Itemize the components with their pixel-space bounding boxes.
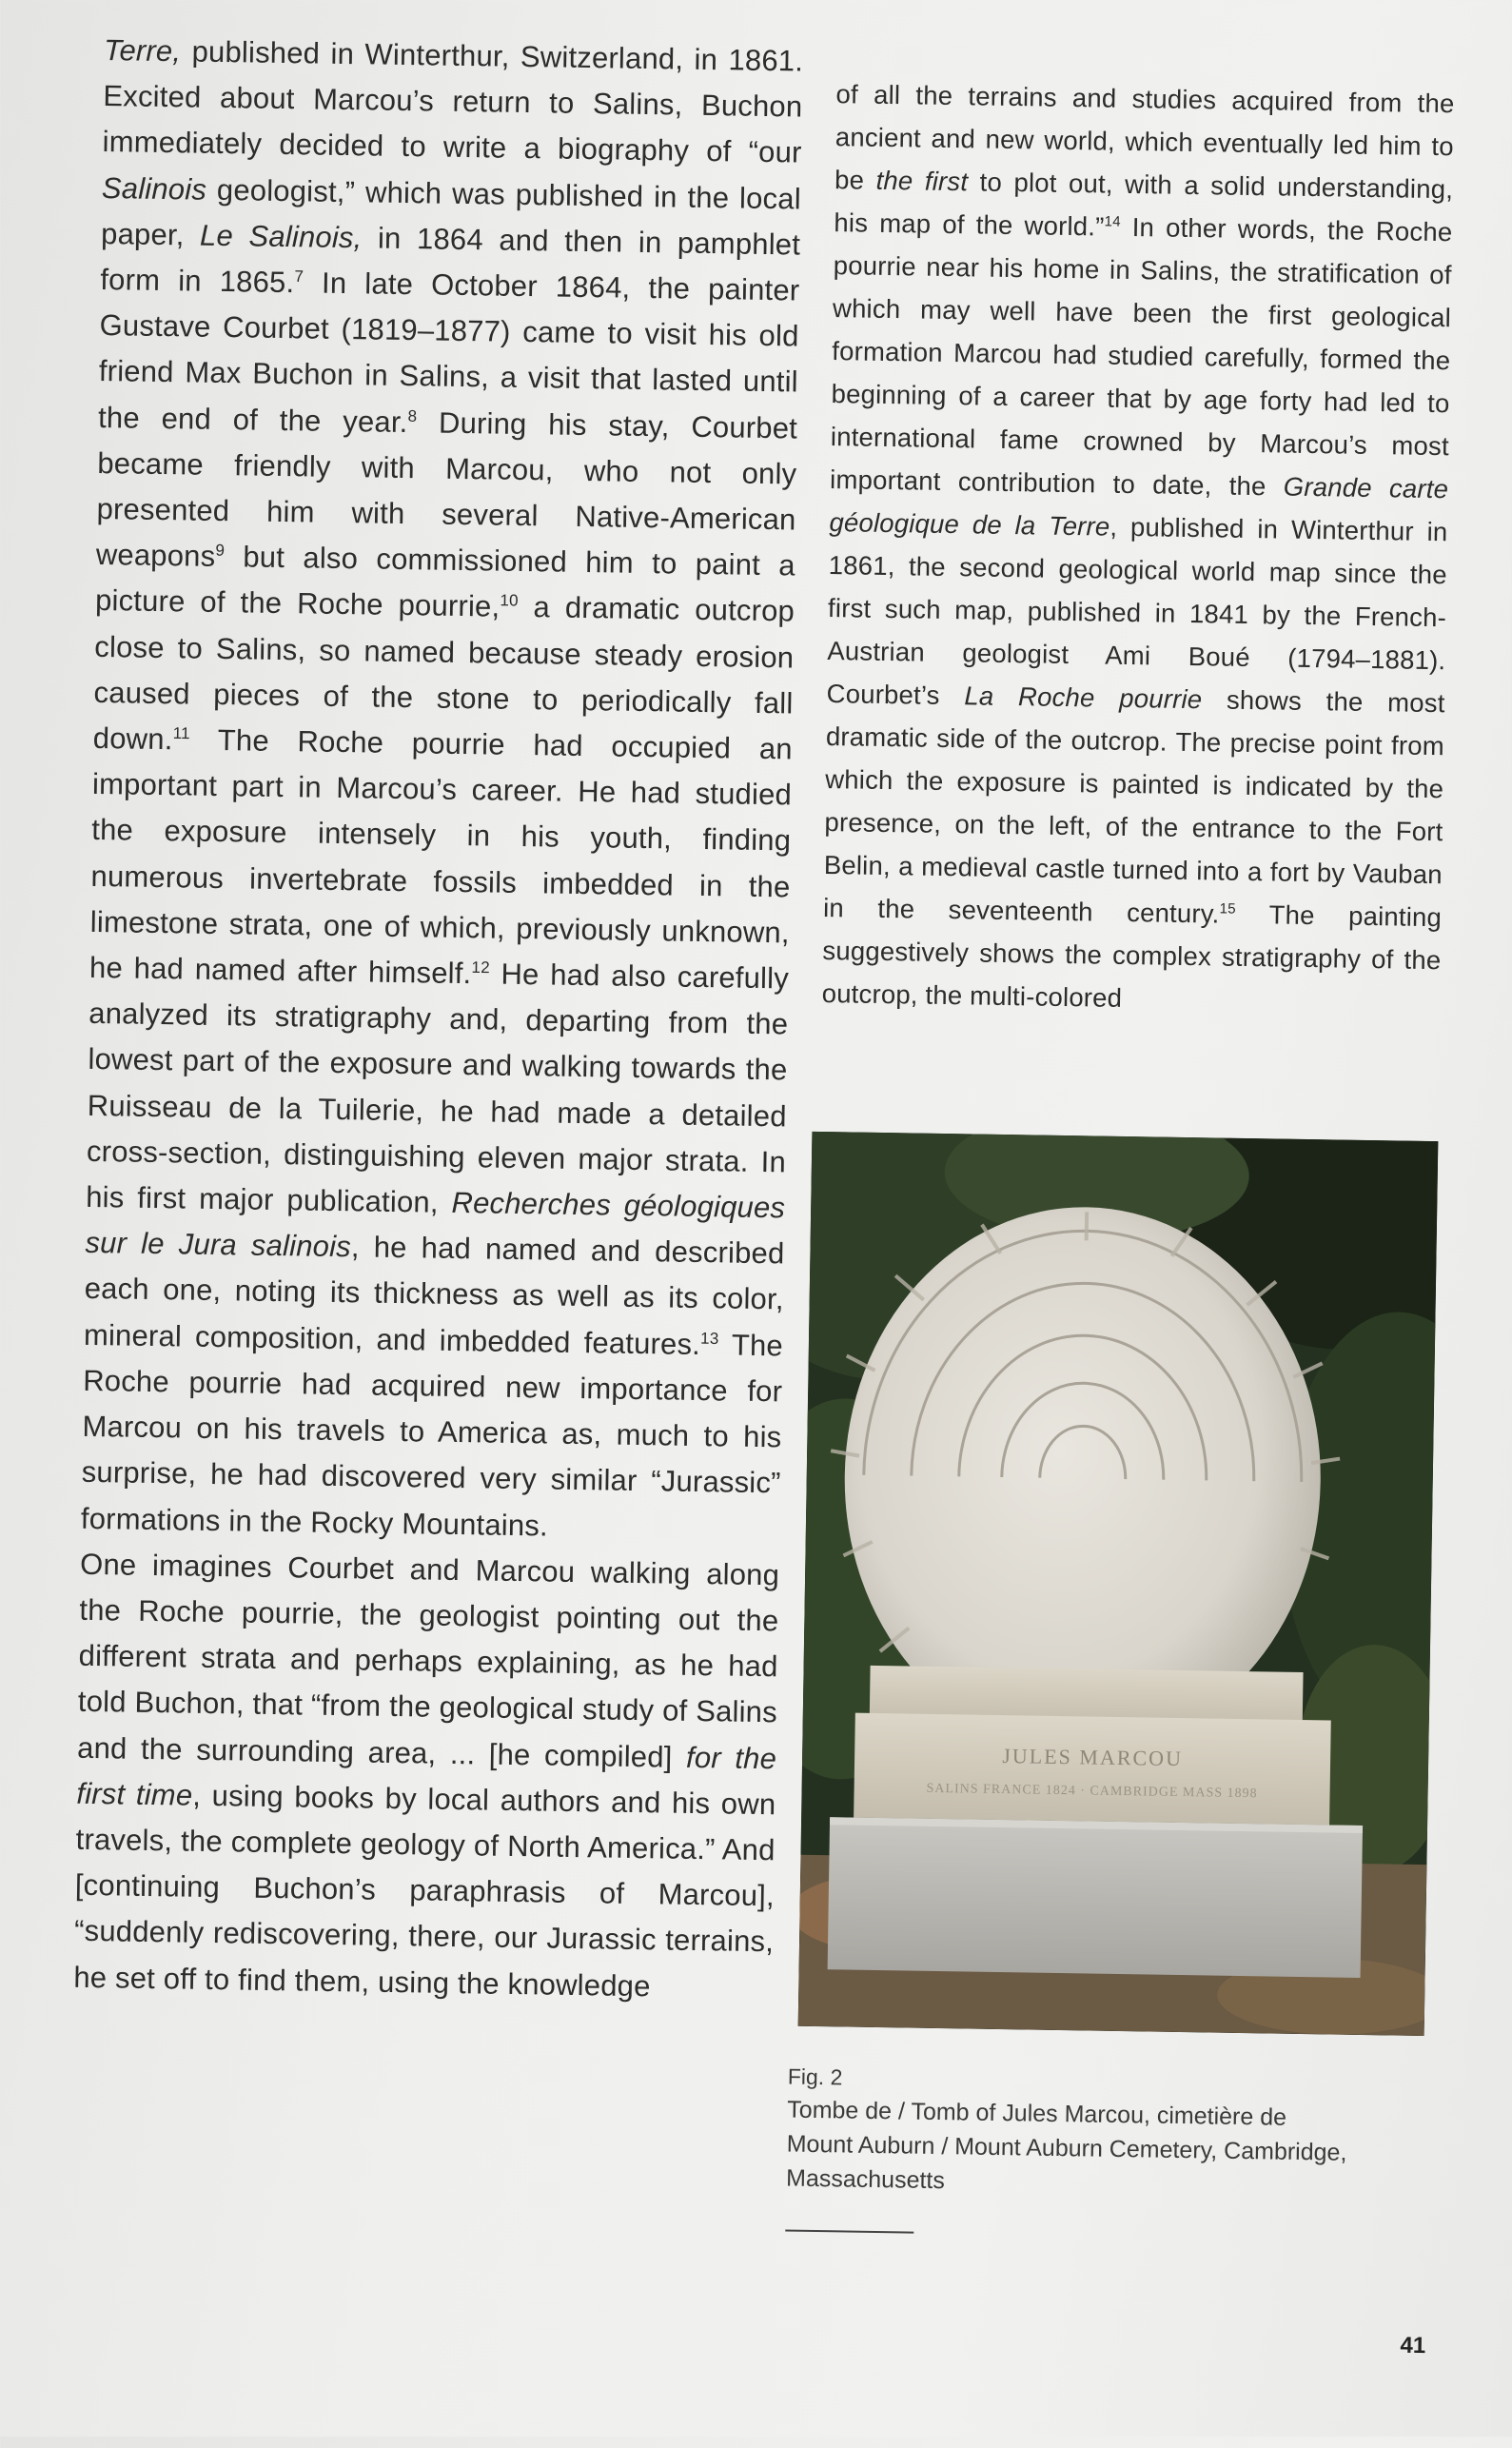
page-number: 41 xyxy=(1400,2333,1425,2359)
footnote-ref-11: 11 xyxy=(173,724,190,742)
ammonite-tomb-illustration xyxy=(798,1132,1439,2036)
inscription-dates: SALINS FRANCE 1824 · CAMBRIDGE MASS 1898 xyxy=(926,1782,1257,1801)
footnote-ref-7: 7 xyxy=(294,267,304,286)
footnote-ref-8: 8 xyxy=(407,406,417,424)
footnote-ref-13: 13 xyxy=(700,1329,719,1347)
footnote-ref-9: 9 xyxy=(215,542,225,560)
left-paragraph-1: Terre, published in Winterthur, Switzerland, in 1861. Excited about Marcou’s return to Salins, Buchon immediately decided to write a biography of “our Salinois geologist,” which was published in the local paper, Le Salinois, in 1864 and then in pamphlet form in 1865.$^7$ In late October 1864, the painter Gustave Courbet (1819–1877) came to visit his old friend Max Buchon in Salins, a visit that lasted until the end of the year.$^8$ During his stay, Courbet became friendly with Marcou, who not only presented him with several Native-American weapons$^9$ but also commissioned him to paint a picture of the Roche pourrie,$^{10}$ a dramatic outcrop close to Salins, so named because steady erosion caused pieces of the stone to periodically fall down.$^{11}$ The Roche pourrie had occupied an important part in Marcou’s career. He had studied the exposure intensely in his youth, finding numerous invertebrate fossils imbedded in the limestone strata, one of which, previously unknown, he had named after himself.$^{12}$ He had also carefully analyzed its stratigraphy and, departing from the lowest part of the exposure and walking towards the Ruisseau de la Tuilerie, he had made a detailed cross-section, distinguishing eleven major strata. In his first major publication, Recherches géologiques sur le Jura salinois, he had named and described each one, noting its thickness as well as its color, mineral composition, and imbedded features.$^{13}$ The Roche pourrie had acquired new importance for Marcou on his travels to America as, much to his surprise, he had discovered very similar “Jurassic” formations in the Rocky Mountains. xyxy=(81,28,804,1552)
footnote-ref-12: 12 xyxy=(471,958,490,977)
figure-label: Fig. 2 xyxy=(788,2064,843,2091)
inscription-name: JULES MARCOU xyxy=(1002,1744,1183,1770)
right-paragraph-1: of all the terrains and studies acquired from the ancient and new world, which eventually led him to be the first to plot out, with a solid understanding, his map of the world.”$^{14}$ In other words, the Roche pourrie near his home in Salins, the stratification of which may well have been the first geological formation Marcou had studied carefully, formed the beginning of a career that by age forty had led to international fame crowned by Marcou’s most important contribution to date, the Grande carte géologique de la Terre, published in Winterthur in 1861, the second geological world map since the first such map, published in 1841 by the French-Austrian geologist Ami Boué (1794–1881). Courbet’s La Roche pourrie shows the most dramatic side of the outcrop. The precise point from which the exposure is painted is indicated by the presence, on the left, of the entrance to the Fort Belin, a medieval castle turned into a fort by Vauban in the seventeenth century.$^{15}$ The painting suggestively shows the complex stratigraphy of the outcrop, the multi-colored xyxy=(821,72,1454,1024)
footnote-ref-10: 10 xyxy=(500,592,519,610)
footnote-ref-15: 15 xyxy=(1219,900,1235,917)
footnote-ref-14: 14 xyxy=(1104,213,1120,229)
figure-caption: Tombe de / Tomb of Jules Marcou, cimetière de Mount Auburn / Mount Auburn Cemetery, Cambridge, Massachusetts xyxy=(786,2093,1435,2206)
caption-rule xyxy=(785,2230,913,2234)
right-text-column xyxy=(821,72,1454,1024)
left-paragraph-2: One imagines Courbet and Marcou walking along the Roche pourrie, the geologist pointing out the different strata and perhaps explaining, as he had told Buchon, that “from the geological study of Salins and the surrounding area, ... [he compiled] for the first time, using books by local authors and his own travels, the complete geology of North America.” And [continuing Buchon’s paraphrasis of Marcou], “suddenly rediscovering, there, our Jurassic terrains, he set off to find them, using the knowledge xyxy=(73,1542,779,2012)
tomb-photograph xyxy=(798,1132,1439,2036)
left-text-column xyxy=(73,28,803,2011)
